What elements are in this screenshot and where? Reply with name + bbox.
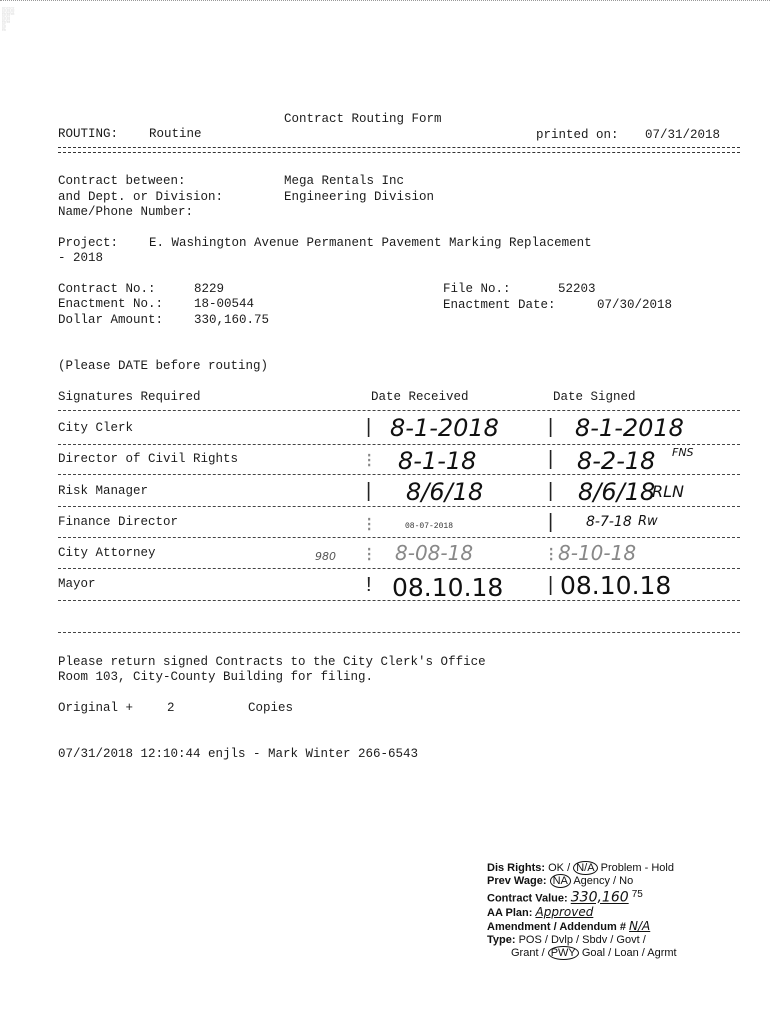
- date-received-hw: 8-1-18: [398, 447, 477, 475]
- contract-between-value: Mega Rentals Inc: [284, 174, 405, 188]
- enactment-date-label: Enactment Date:: [443, 298, 556, 312]
- column-bar: !: [366, 574, 372, 596]
- file-no-label: File No.:: [443, 282, 511, 296]
- file-no-value: 52203: [558, 282, 596, 296]
- row-divider: [58, 474, 740, 475]
- scan-noise: [0, 0, 770, 7]
- stamp-amendment: [487, 920, 717, 934]
- stamp-handwritten-value: 330,160: [570, 889, 629, 906]
- row-divider: [58, 506, 740, 507]
- stamp-label: AA Plan:: [487, 906, 533, 919]
- stamp-label: Amendment / Addendum #: [487, 920, 626, 933]
- date-signed-hw: 8-2-18: [577, 447, 656, 475]
- date-received-hw: 8/6/18: [406, 478, 484, 506]
- project-value: E. Washington Avenue Permanent Pavement Marking Replacement: [149, 236, 592, 250]
- column-bar: |: [548, 416, 554, 438]
- role-label: City Clerk: [58, 421, 134, 435]
- contract-no-value: 8229: [194, 282, 225, 296]
- printed-label: printed on:: [536, 128, 619, 142]
- stamp-label: Prev Wage:: [487, 875, 547, 887]
- role-label: Risk Manager: [58, 484, 149, 498]
- contract-between-label: Contract between:: [58, 174, 186, 188]
- stamp-option: Goal / Loan / Agrmt: [581, 946, 677, 959]
- compliance-stamp: [487, 862, 717, 960]
- contract-no-label: Contract No.:: [58, 282, 156, 296]
- dept-value: Engineering Division: [284, 190, 435, 204]
- header-date-received: Date Received: [371, 390, 469, 404]
- dollar-value: 330,160.75: [194, 313, 270, 327]
- row-divider: [58, 632, 740, 633]
- stamp-circled-option: N/A: [573, 861, 597, 875]
- stamp-option: OK: [548, 862, 565, 874]
- stamp-handwritten-value: Approved: [535, 904, 594, 919]
- stamp-handwritten-cents: 75: [631, 889, 643, 900]
- signer-initials: RLN: [652, 482, 684, 501]
- scan-smudge: ░░░ ░░ ░: [2, 8, 15, 32]
- header-date-signed: Date Signed: [553, 390, 636, 404]
- date-signed-hw: 8-1-2018: [575, 414, 684, 442]
- dollar-label: Dollar Amount:: [58, 313, 164, 327]
- printed-value: 07/31/2018: [645, 128, 721, 142]
- date-signed-hw: 08.10.18: [560, 571, 672, 600]
- role-label: Finance Director: [58, 515, 179, 529]
- project-value-cont: - 2018: [58, 251, 104, 265]
- stamp-prev-wage: [487, 875, 717, 888]
- role-label: Director of Civil Rights: [58, 452, 239, 466]
- stamp-option: POS / Dvlp / Sbdv / Govt /: [518, 933, 646, 946]
- row-divider: [58, 568, 740, 569]
- stamp-option: Grant /: [511, 946, 545, 959]
- signer-initials: FNS: [672, 446, 694, 459]
- row-divider: [58, 537, 740, 538]
- column-bar: |: [548, 480, 554, 502]
- stamp-label: Type:: [487, 933, 516, 946]
- enactment-no-value: 18-00544: [194, 297, 255, 311]
- stamp-label: Contract Value:: [487, 892, 568, 905]
- stamp-dis-rights: Dis Rights: OK / N/A Problem - Hold: [487, 862, 674, 874]
- table-header-divider: [58, 410, 740, 411]
- column-bar: |: [366, 480, 372, 502]
- routing-value: Routine: [149, 127, 202, 141]
- stamp-type: [487, 934, 717, 947]
- stamp-option: Problem - Hold: [600, 862, 674, 874]
- column-bar: ⁝: [366, 514, 373, 536]
- enactment-no-label: Enactment No.:: [58, 297, 164, 311]
- role-label: Mayor: [58, 577, 96, 591]
- stamp-circled-option: NA: [550, 874, 571, 888]
- column-bar: ⁝: [366, 450, 373, 472]
- header-signatures: Signatures Required: [58, 390, 201, 404]
- date-note: (Please DATE before routing): [58, 359, 269, 373]
- enactment-date-value: 07/30/2018: [597, 298, 673, 312]
- project-label: Project:: [58, 236, 119, 250]
- column-bar: |: [366, 416, 372, 438]
- row-note: 980: [315, 550, 336, 563]
- stamp-circled-option: PWY: [548, 946, 579, 960]
- date-signed-hw: 8-7-18: [586, 514, 632, 530]
- date-received-hw: 8-08-18: [395, 541, 474, 565]
- stamp-label: Dis Rights:: [487, 862, 546, 874]
- date-received-stamp: 08-07-2018: [405, 522, 454, 531]
- column-bar: ⁝: [548, 544, 555, 566]
- date-received-hw: 8-1-2018: [390, 414, 499, 442]
- stamp-contract-value: [487, 888, 717, 906]
- stamp-handwritten-value: N/A: [629, 918, 651, 933]
- date-received-hw: 08.10.18: [392, 573, 504, 602]
- row-divider: [58, 600, 740, 601]
- routing-label: ROUTING:: [58, 127, 119, 141]
- header-divider: [58, 147, 740, 153]
- date-signed-hw: 8/6/18: [578, 478, 656, 506]
- stamp-aa-plan: [487, 906, 717, 920]
- column-bar: |: [548, 511, 554, 533]
- column-bar: |: [548, 574, 554, 596]
- stamp-option: Agency / No: [573, 875, 634, 887]
- signer-initials: Rw: [638, 514, 658, 529]
- return-instructions-line2: Room 103, City-County Building for filing.: [58, 670, 374, 684]
- column-bar: ⁝: [366, 544, 373, 566]
- role-label: City Attorney: [58, 546, 156, 560]
- form-title: Contract Routing Form: [284, 112, 442, 126]
- original-count: 2: [167, 701, 175, 715]
- return-instructions-line1: Please return signed Contracts to the City Clerk's Office: [58, 655, 486, 669]
- log-line: 07/31/2018 12:10:44 enjls - Mark Winter 266-6543: [58, 747, 419, 761]
- original-label: Original +: [58, 701, 134, 715]
- dept-label: and Dept. or Division:: [58, 190, 224, 204]
- copies-label: Copies: [248, 701, 294, 715]
- column-bar: |: [548, 448, 554, 470]
- date-signed-hw: 8-10-18: [558, 541, 637, 565]
- stamp-type-cont: [487, 947, 717, 960]
- name-phone-label: Name/Phone Number:: [58, 205, 194, 219]
- row-divider: [58, 444, 740, 445]
